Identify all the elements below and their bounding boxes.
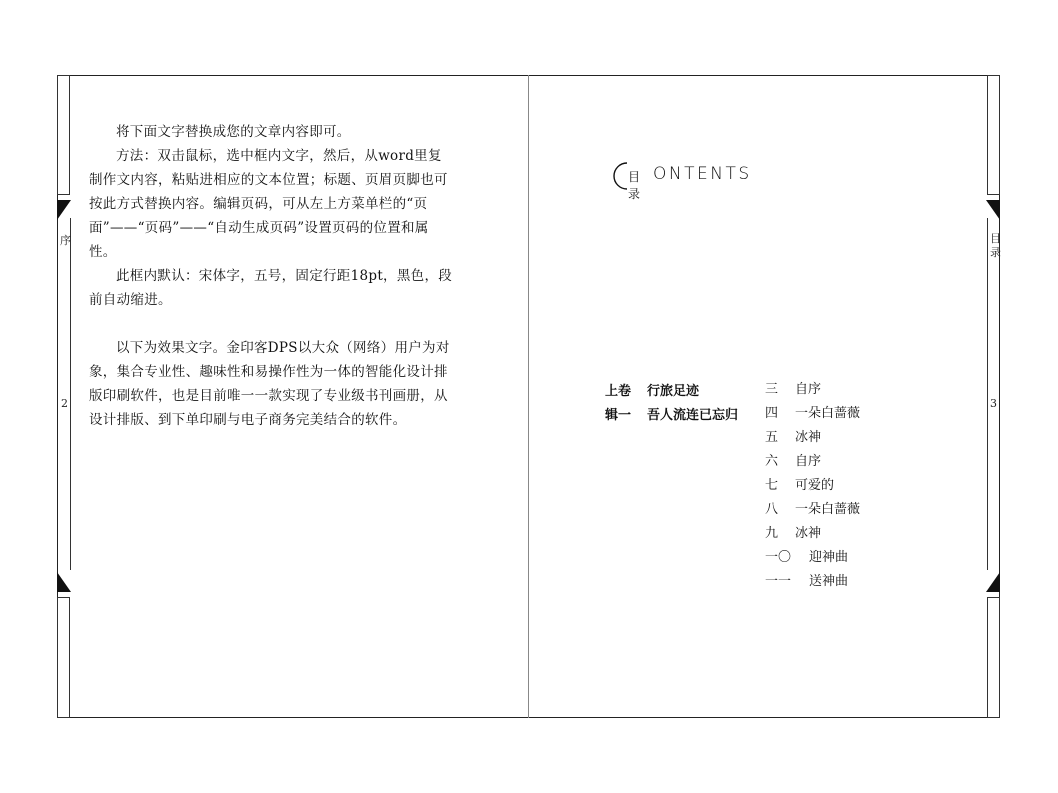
toc-entry[interactable]: 一〇 迎神曲: [765, 550, 849, 565]
left-body-text: [89, 120, 455, 432]
left-side-label: 序: [60, 234, 71, 247]
right-top-tab: [987, 75, 1000, 195]
left-top-notch: [57, 200, 71, 220]
spine-gutter: [528, 75, 529, 718]
right-edge-line: [987, 218, 988, 570]
paragraph: 以下为效果文字。金印客DPS以大众（网络）用户为对象，集合专业性、趣味性和易操作性为一体的智能化设计排版印刷软件，也是目前唯一一款实现了专业级书刊画册，从设计排版、到下单印刷与电子商务完美结合的软件。: [89, 340, 450, 428]
logo-zh: 目录: [628, 170, 641, 201]
side-label-char: 目: [990, 232, 1001, 245]
toc-entry[interactable]: 一一 送神曲: [765, 574, 849, 589]
paragraph: 此框内默认：宋体字，五号，固定行距18pt，黑色，段前自动缩进。: [89, 268, 453, 308]
right-bottom-notch: [986, 572, 1000, 592]
toc-entry[interactable]: 九 冰神: [765, 526, 822, 541]
toc-entry[interactable]: 四 一朵白蔷薇: [765, 406, 861, 421]
toc-entry[interactable]: 五 冰神: [765, 430, 822, 445]
left-bottom-notch: [57, 572, 71, 592]
toc-entry[interactable]: 七 可爱的: [765, 478, 835, 493]
paragraph: 将下面文字替换成您的文章内容即可。: [116, 124, 351, 140]
right-page-number: 3: [990, 397, 997, 410]
toc-volume-row: 上卷 行旅足迹: [605, 384, 700, 399]
right-bottom-tab: [987, 597, 1000, 718]
left-edge-line: [70, 218, 71, 570]
paragraph: 方法：双击鼠标，选中框内文字，然后，从word里复制作文内容，粘贴进相应的文本位置；标题、页眉页脚也可按此方式替换内容。编辑页码，可从左上方菜单栏的“页面”——“页码”——“自动生成页码”设置页码的位置和属性。: [89, 148, 448, 260]
toc-entry[interactable]: 八 一朵白蔷薇: [765, 502, 861, 517]
left-bottom-tab: [57, 597, 70, 718]
right-top-notch: [986, 200, 1000, 220]
right-side-label: [990, 232, 1001, 260]
logo-en: ONTENTS: [653, 164, 752, 184]
toc-volume: [605, 380, 738, 428]
toc-entries: [765, 378, 860, 594]
toc-entry[interactable]: 三 自序: [765, 382, 822, 397]
toc-entry[interactable]: 六 自序: [765, 454, 822, 469]
left-top-tab: [57, 75, 70, 195]
side-label-char: 录: [990, 246, 1001, 259]
left-page-number: 2: [61, 397, 68, 410]
toc-volume-row: 辑一 吾人流连已忘归: [605, 408, 739, 423]
